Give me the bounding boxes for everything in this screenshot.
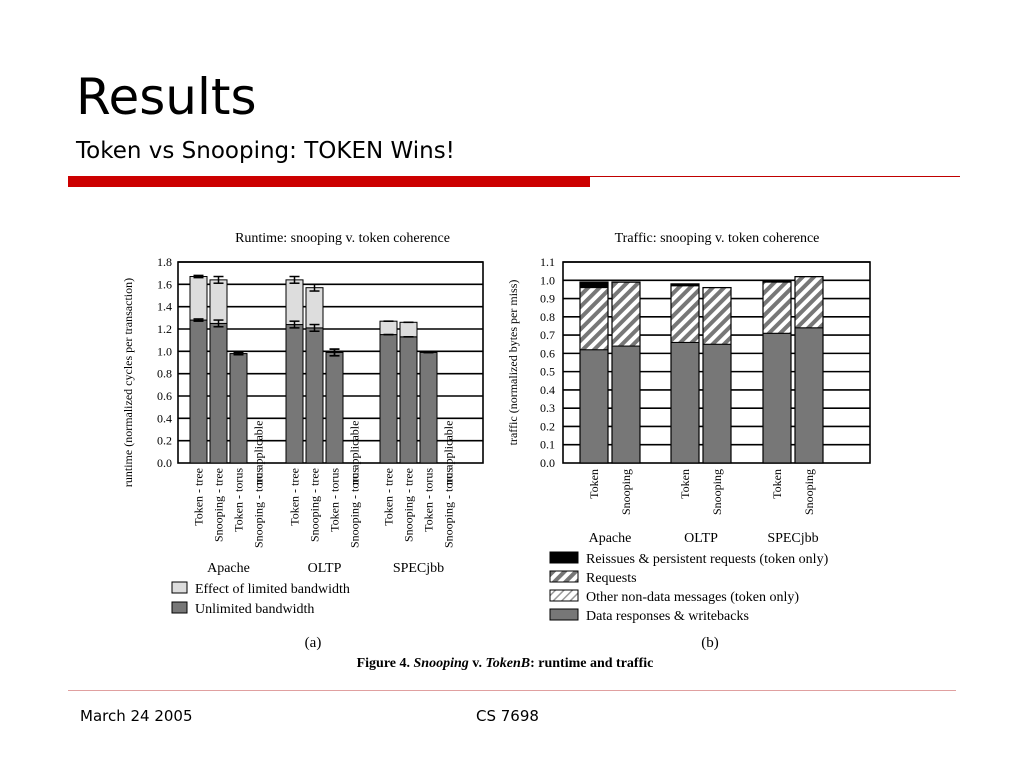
x-tick-label: Snooping - torus bbox=[251, 468, 266, 549]
x-tick-label: Token - tree bbox=[381, 468, 396, 526]
chart-title: Traffic: snooping v. token coherence bbox=[614, 231, 820, 246]
title-thin-rule bbox=[590, 176, 960, 177]
x-tick-label: Token bbox=[770, 469, 784, 499]
not-applicable-label: no applicable bbox=[251, 420, 266, 485]
x-tick-label: Snooping - tree bbox=[401, 468, 416, 542]
legend-label: Requests bbox=[586, 571, 637, 586]
y-tick-label: 1.2 bbox=[157, 322, 172, 336]
legend-label: Reissues & persistent requests (token only) bbox=[586, 552, 829, 567]
footer-rule bbox=[68, 690, 956, 691]
bar-limited bbox=[400, 322, 417, 337]
y-tick-label: 0.8 bbox=[540, 309, 555, 324]
bar-segment bbox=[703, 344, 731, 463]
bar-segment bbox=[612, 282, 640, 346]
traffic-chart bbox=[506, 231, 870, 651]
y-tick-label: 0.1 bbox=[540, 437, 555, 452]
runtime-chart bbox=[121, 231, 483, 651]
y-tick-label: 0.8 bbox=[157, 366, 172, 381]
bar-segment bbox=[795, 328, 823, 463]
legend-swatch bbox=[550, 609, 578, 620]
y-tick-label: 1.1 bbox=[540, 255, 555, 269]
not-applicable-label: no applicable bbox=[441, 420, 456, 485]
group-label: Apache bbox=[588, 531, 632, 546]
panel-label: (b) bbox=[701, 635, 719, 651]
bar-segment bbox=[703, 288, 731, 345]
y-tick-label: 0.6 bbox=[157, 389, 172, 403]
y-tick-label: 0.2 bbox=[540, 419, 555, 434]
y-axis-label: runtime (normalized cycles per transaction) bbox=[121, 277, 135, 488]
bar-limited bbox=[286, 280, 303, 325]
y-tick-label: 1.6 bbox=[157, 277, 172, 292]
figure-4 bbox=[110, 220, 900, 675]
bar-segment bbox=[580, 288, 608, 350]
bar-segment bbox=[580, 282, 608, 287]
x-tick-label: Token - tree bbox=[191, 468, 206, 526]
legend-label: Other non-data messages (token only) bbox=[586, 590, 800, 605]
y-tick-label: 0.9 bbox=[540, 291, 555, 306]
x-tick-label: Snooping bbox=[619, 469, 633, 516]
bar-limited bbox=[190, 277, 207, 321]
bar-segment bbox=[671, 286, 699, 343]
group-label: Apache bbox=[207, 561, 250, 576]
bar-limited bbox=[306, 288, 323, 328]
y-tick-label: 0.6 bbox=[540, 346, 555, 361]
footer-date: March 24 2005 bbox=[80, 707, 193, 725]
caption-part: TokenB bbox=[485, 656, 531, 671]
legend-label: Unlimited bandwidth bbox=[195, 602, 315, 617]
x-tick-label: Snooping bbox=[802, 469, 816, 516]
bar-unlimited bbox=[210, 323, 227, 463]
legend-label: Effect of limited bandwidth bbox=[195, 582, 350, 597]
caption-part: Snooping bbox=[413, 656, 469, 671]
legend-swatch bbox=[550, 590, 578, 601]
legend-swatch bbox=[172, 602, 187, 613]
y-tick-label: 0.0 bbox=[157, 456, 172, 470]
y-tick-label: 0.4 bbox=[157, 411, 172, 426]
bar-unlimited bbox=[380, 335, 397, 463]
chart-title: Runtime: snooping v. token coherence bbox=[235, 231, 450, 246]
y-tick-label: 0.4 bbox=[540, 382, 555, 397]
x-tick-label: Token - tree bbox=[287, 468, 302, 526]
legend-swatch bbox=[550, 552, 578, 563]
y-tick-label: 0.7 bbox=[540, 328, 555, 343]
bar-unlimited bbox=[400, 337, 417, 463]
x-tick-label: Token bbox=[587, 469, 601, 499]
caption-part: v. bbox=[468, 656, 486, 671]
y-tick-label: 1.8 bbox=[157, 255, 172, 269]
slide-title: Results bbox=[76, 68, 257, 126]
bar-unlimited bbox=[190, 320, 207, 463]
bar-segment bbox=[763, 282, 791, 333]
y-tick-label: 1.0 bbox=[540, 273, 555, 288]
bar-limited bbox=[380, 321, 397, 334]
y-axis-label: traffic (normalized bytes per miss) bbox=[506, 279, 520, 446]
x-tick-label: Token - torus bbox=[231, 468, 246, 532]
group-label: SPECjbb bbox=[767, 531, 819, 546]
not-applicable-label: no applicable bbox=[347, 420, 362, 485]
caption-part: : runtime and traffic bbox=[530, 656, 654, 671]
x-tick-label: Snooping - tree bbox=[211, 468, 226, 542]
slide-subtitle: Token vs Snooping: TOKEN Wins! bbox=[76, 138, 455, 164]
bar-segment bbox=[671, 342, 699, 463]
x-tick-label: Token bbox=[678, 469, 692, 499]
bar-limited bbox=[210, 280, 227, 324]
panel-label: (a) bbox=[304, 635, 322, 651]
group-label: OLTP bbox=[307, 561, 342, 576]
y-tick-label: 0.3 bbox=[540, 401, 555, 416]
legend-swatch bbox=[550, 571, 578, 582]
title-accent-rule bbox=[68, 176, 590, 187]
bar-unlimited bbox=[306, 328, 323, 463]
bar-segment bbox=[795, 277, 823, 328]
group-label: OLTP bbox=[684, 531, 718, 546]
caption-part: Figure 4. bbox=[356, 656, 414, 671]
x-tick-label: Token - torus bbox=[327, 468, 342, 532]
bar-segment bbox=[580, 350, 608, 463]
footer-course: CS 7698 bbox=[476, 707, 539, 725]
y-tick-label: 0.5 bbox=[540, 364, 555, 379]
x-tick-label: Snooping - torus bbox=[441, 468, 456, 549]
legend-label: Data responses & writebacks bbox=[586, 609, 749, 624]
bar-unlimited bbox=[230, 354, 247, 463]
y-tick-label: 0.2 bbox=[157, 433, 172, 448]
bar-unlimited bbox=[420, 352, 437, 463]
figure-caption bbox=[357, 656, 654, 671]
y-tick-label: 1.4 bbox=[157, 299, 172, 314]
bar-segment bbox=[763, 333, 791, 463]
x-tick-label: Snooping - torus bbox=[347, 468, 362, 549]
x-tick-label: Token - torus bbox=[421, 468, 436, 532]
group-label: SPECjbb bbox=[392, 561, 445, 576]
bar-unlimited bbox=[286, 325, 303, 463]
x-tick-label: Snooping - tree bbox=[307, 468, 322, 542]
legend-swatch bbox=[172, 582, 187, 593]
x-tick-label: Snooping bbox=[710, 469, 724, 516]
y-tick-label: 0.0 bbox=[540, 456, 555, 470]
bar-segment bbox=[612, 346, 640, 463]
y-tick-label: 1.0 bbox=[157, 344, 172, 359]
bar-unlimited bbox=[326, 352, 343, 463]
